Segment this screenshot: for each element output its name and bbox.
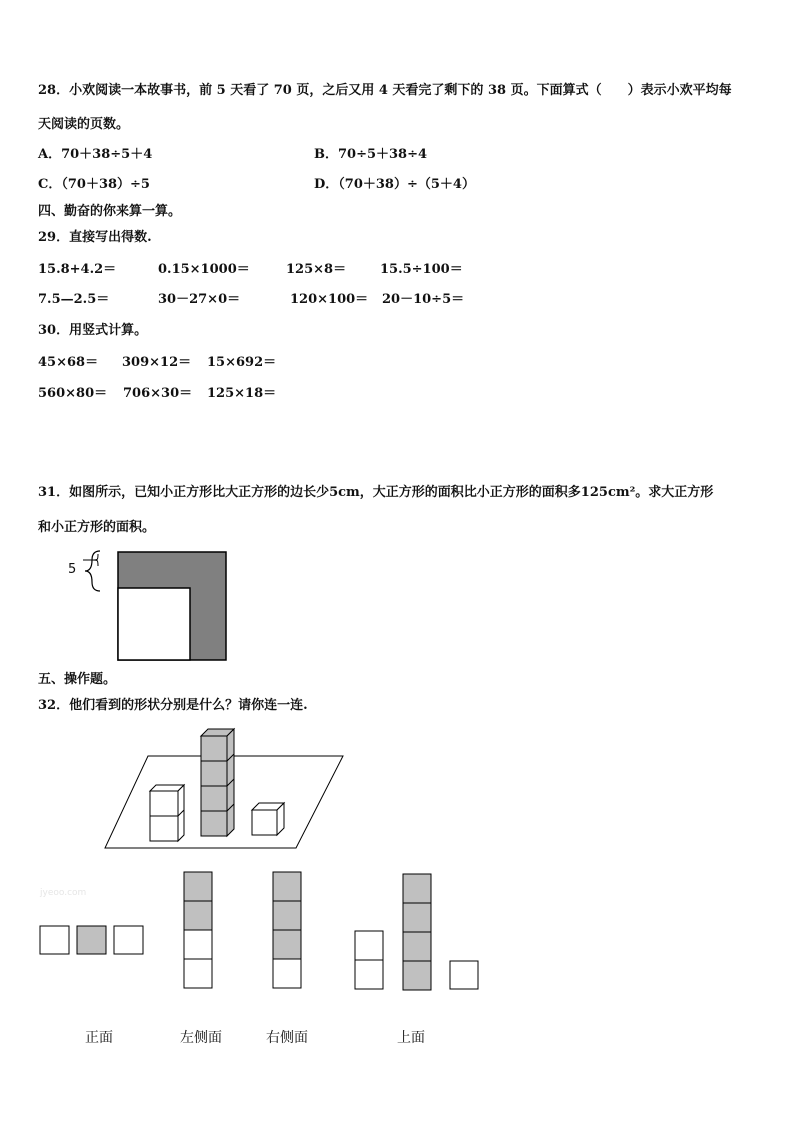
view-option-column-a	[184, 872, 212, 988]
q28-option-c: C．（70＋38）÷5	[38, 177, 150, 192]
q29-expr: 30－27×0＝	[158, 292, 241, 307]
side-difference-label: 5	[68, 562, 77, 577]
q29-expr: 125×8＝	[286, 262, 347, 277]
small-square	[118, 588, 190, 660]
q29-expr: 7.5—2.5＝	[38, 292, 110, 307]
q30-expr: 15×692＝	[207, 355, 277, 370]
caption-right-side: 右侧面	[266, 1030, 308, 1046]
q28-text-line2: 天阅读的页数。	[38, 117, 130, 132]
q30-expr: 125×18＝	[207, 386, 277, 401]
q28-option-b: B．70÷5＋38÷4	[314, 147, 428, 162]
section-5-heading: 五、操作题。	[38, 672, 117, 687]
q30-expr: 560×80＝	[38, 386, 108, 401]
q30-expr: 706×30＝	[123, 386, 193, 401]
caption-left-side: 左侧面	[180, 1030, 222, 1046]
single-cube	[252, 803, 284, 835]
tall-cube-stack	[201, 729, 234, 836]
q30-expr: 309×12＝	[122, 355, 192, 370]
q28-option-d: D．（70＋38）÷（5＋4）	[314, 177, 475, 192]
section-4-heading: 四、勤奋的你来算一算。	[38, 204, 182, 219]
view-options	[38, 870, 483, 995]
view-option-composite	[355, 874, 478, 990]
caption-top: 上面	[397, 1030, 425, 1046]
left-cube-stack	[150, 785, 184, 841]
q32-title: 32．他们看到的形状分别是什么？请你连一连.	[38, 698, 308, 713]
q29-expr: 0.15×1000＝	[158, 262, 250, 277]
q30-title: 30．用竖式计算。	[38, 323, 148, 338]
q29-expr: 20－10÷5＝	[382, 292, 465, 307]
cube-stacks-scene	[100, 725, 350, 855]
q29-expr: 15.8+4.2＝	[38, 262, 117, 277]
q31-text-line1: 31．如图所示，已知小正方形比大正方形的边长少5cm，大正方形的面积比小正方形的面积多125cm²。求大正方形	[38, 485, 714, 500]
q29-expr: 120×100＝	[290, 292, 369, 307]
q29-expr: 15.5÷100＝	[380, 262, 463, 277]
view-option-row	[40, 926, 143, 954]
squares-figure	[80, 550, 230, 662]
caption-front: 正面	[85, 1030, 113, 1046]
q30-expr: 45×68＝	[38, 355, 99, 370]
q28-text-line1: 28．小欢阅读一本故事书，前 5 天看了 70 页，之后又用 4 天看完了剩下的 38 页。下面算式（ ）表示小欢平均每	[38, 83, 732, 98]
q28-option-a: A．70＋38÷5＋4	[38, 147, 153, 162]
watermark: jyeoo.com	[40, 888, 87, 898]
brace-mark	[83, 554, 98, 566]
view-option-column-b	[273, 872, 301, 988]
q29-title: 29．直接写出得数.	[38, 230, 152, 245]
q31-text-line2: 和小正方形的面积。	[38, 520, 156, 535]
